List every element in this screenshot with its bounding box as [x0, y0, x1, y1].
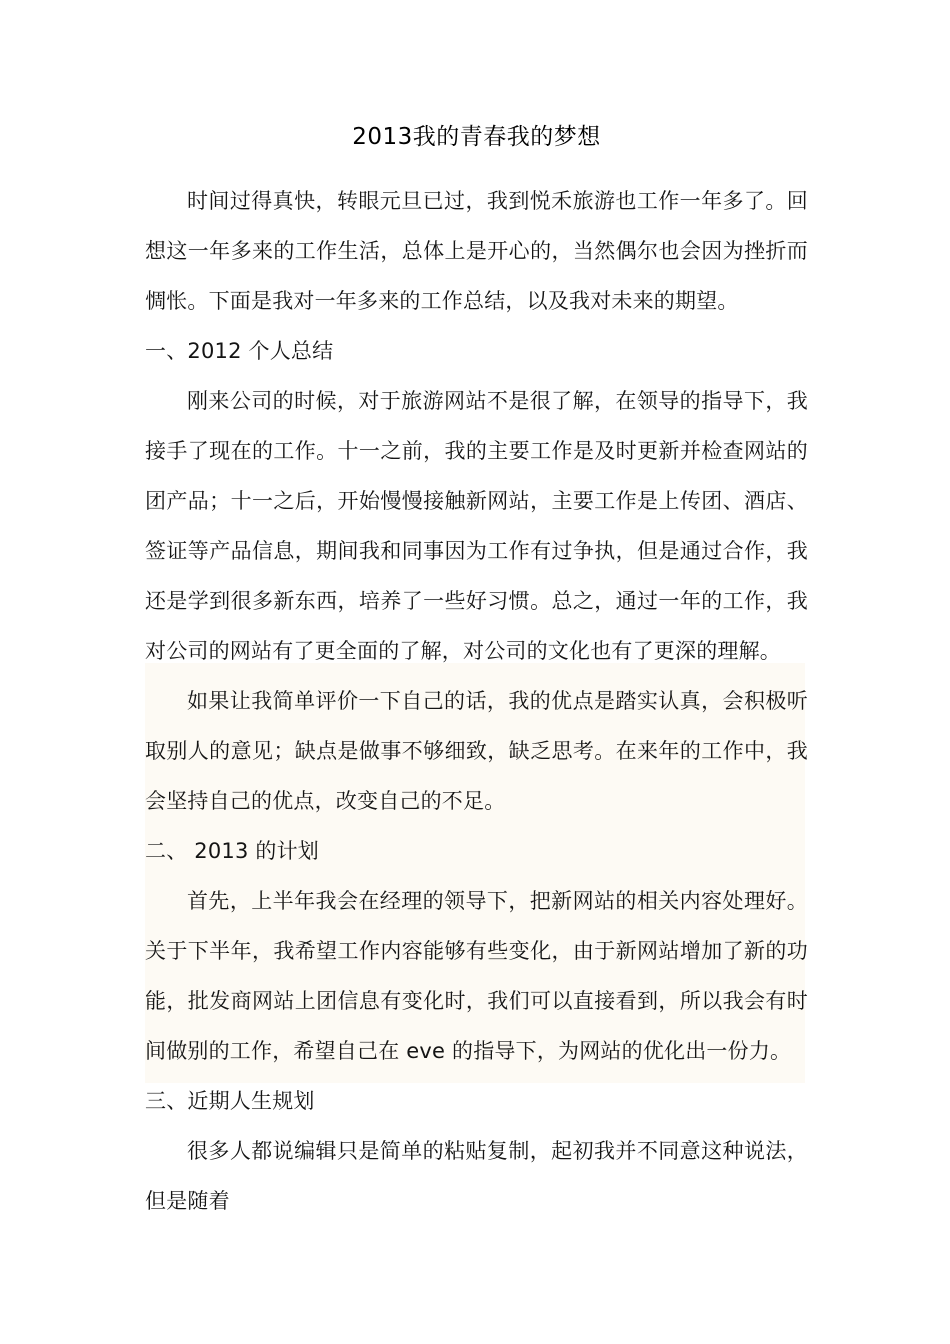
- document-body: [145, 0, 808, 1226]
- heading-section-2: 二、 2013 的计划: [145, 839, 319, 863]
- paragraph-section-3-body-1: 很多人都说编辑只是简单的粘贴复制，起初我并不同意这种说法，但是随着: [145, 1139, 808, 1213]
- paragraph-section-1-body-1: 刚来公司的时候，对于旅游网站不是很了解，在领导的指导下，我接手了现在的工作。十一之前，我的主要工作是及时更新并检查网站的团产品；十一之后，开始慢慢接触新网站，主要工作是上传团、酒店、签证等产品信息，期间我和同事因为工作有过争执，但是通过合作，我还是学到很多新东西，培养了一些好习惯。总之，通过一年的工作，我对公司的网站有了更全面的了解，对公司的文化也有了更深的理解。: [145, 389, 808, 663]
- paragraph-section-1-body-2: 如果让我简单评价一下自己的话，我的优点是踏实认真，会积极听取别人的意见；缺点是做事不够细致，缺乏思考。在来年的工作中，我会坚持自己的优点，改变自己的不足。: [145, 689, 808, 813]
- document-flow: [145, 176, 808, 1226]
- paragraph-intro: 时间过得真快，转眼元旦已过，我到悦禾旅游也工作一年多了。回想这一年多来的工作生活，总体上是开心的，当然偶尔也会因为挫折而惆怅。下面是我对一年多来的工作总结，以及我对未来的期望。: [145, 189, 808, 313]
- paragraph-section-2-body-1: 首先，上半年我会在经理的领导下，把新网站的相关内容处理好。关于下半年，我希望工作内容能够有些变化，由于新网站增加了新的功能，批发商网站上团信息有变化时，我们可以直接看到，所以我会有时间做别的工作，希望自己在 eve 的指导下，为网站的优化出一份力。: [145, 889, 808, 1063]
- heading-section-1: 一、2012 个人总结: [145, 339, 334, 363]
- document-title: 2013我的青春我的梦想: [352, 124, 601, 150]
- heading-section-3: 三、近期人生规划: [145, 1089, 315, 1113]
